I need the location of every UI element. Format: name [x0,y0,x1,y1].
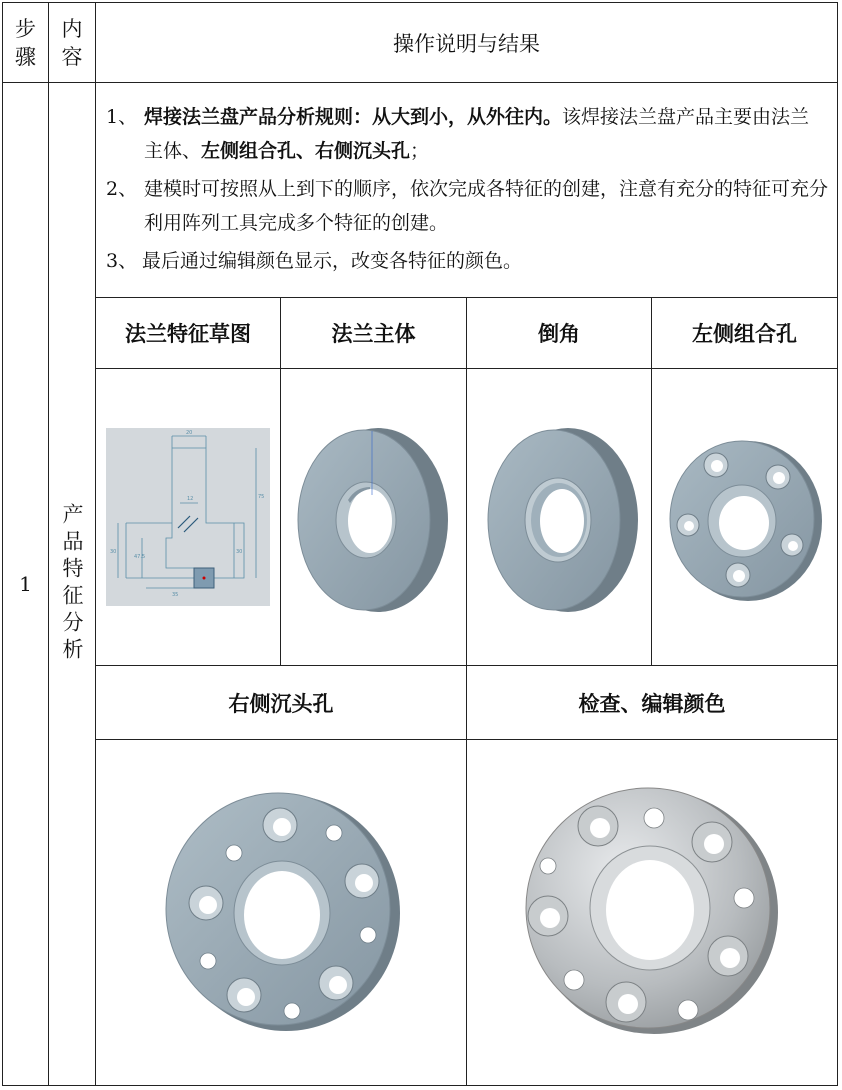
header-content: 内容 [61,16,83,69]
sketch-dim-35: 35 [172,592,179,598]
feature-color-label: 检查、编辑颜色 [578,691,726,716]
sketch-dim-47-5: 47.5 [134,554,146,560]
note-3 [106,244,828,278]
content-column-divider [95,2,96,1086]
left-holes-image [668,435,823,605]
header-step: 步骤 [15,16,36,69]
feature-left-holes-label: 左侧组合孔 [692,322,797,346]
feature-chamfer-label: 倒角 [538,322,580,346]
feature-header-chamfer [467,298,651,368]
sketch-dim-30: 30 [110,549,117,555]
table-border-bottom [2,1085,838,1086]
header-step-cell [3,3,48,82]
feature-sketch-label: 法兰特征草图 [125,322,251,346]
content-label: 产品特征分析 [60,503,84,665]
note-1-end: ； [410,140,430,162]
note-1-text: 该焊接法兰盘产品主要由法兰主体、 [144,106,810,162]
sketch-dim-12: 12 [187,496,194,502]
note-3-number: 3、 [106,250,138,272]
note-1 [106,100,828,168]
sketch-dim-width: 20 [186,430,193,436]
feature-header-color [467,666,837,739]
step-number-cell [3,83,48,1085]
header-divider [2,82,838,83]
note-2-number: 2、 [106,178,138,200]
color-edit-image [518,780,783,1038]
feature-body-label: 法兰主体 [331,322,416,346]
note-1-bold-features: 左侧组合孔、右侧沉头孔 [201,140,411,162]
note-1-number: 1、 [106,106,138,128]
note-3-text: 最后通过编辑颜色显示，改变各特征的颜色。 [142,250,523,272]
feature-right-holes-label: 右侧沉头孔 [228,691,334,716]
table-border-right [837,2,838,1086]
right-holes-image [160,785,405,1035]
step-number: 1 [19,572,32,596]
feature-header-right-holes [96,666,466,739]
note-2 [106,172,828,240]
sketch-dim-30b: 30 [236,549,243,555]
sketch-dim-75: 75 [258,494,265,500]
note-2-text: 建模时可按照从上到下的顺序，依次完成各特征的创建，注意有充分的特征可充分利用阵列工具完成多个特征的创建。 [144,178,829,234]
header-description-cell [96,3,837,82]
flange-body-image [296,425,451,615]
analysis-notes [106,100,828,282]
header-description: 操作说明与结果 [393,31,540,56]
feature-header-sketch [96,298,280,368]
note-1-bold: 焊接法兰盘产品分析规则：从大到小，从外往内。 [144,106,563,128]
chamfer-image [486,425,641,615]
feature-header-left-holes [652,298,837,368]
header-content-cell [49,3,95,82]
content-label-cell [49,83,95,1085]
sketch-image [106,428,270,606]
feature-header-body [281,298,466,368]
